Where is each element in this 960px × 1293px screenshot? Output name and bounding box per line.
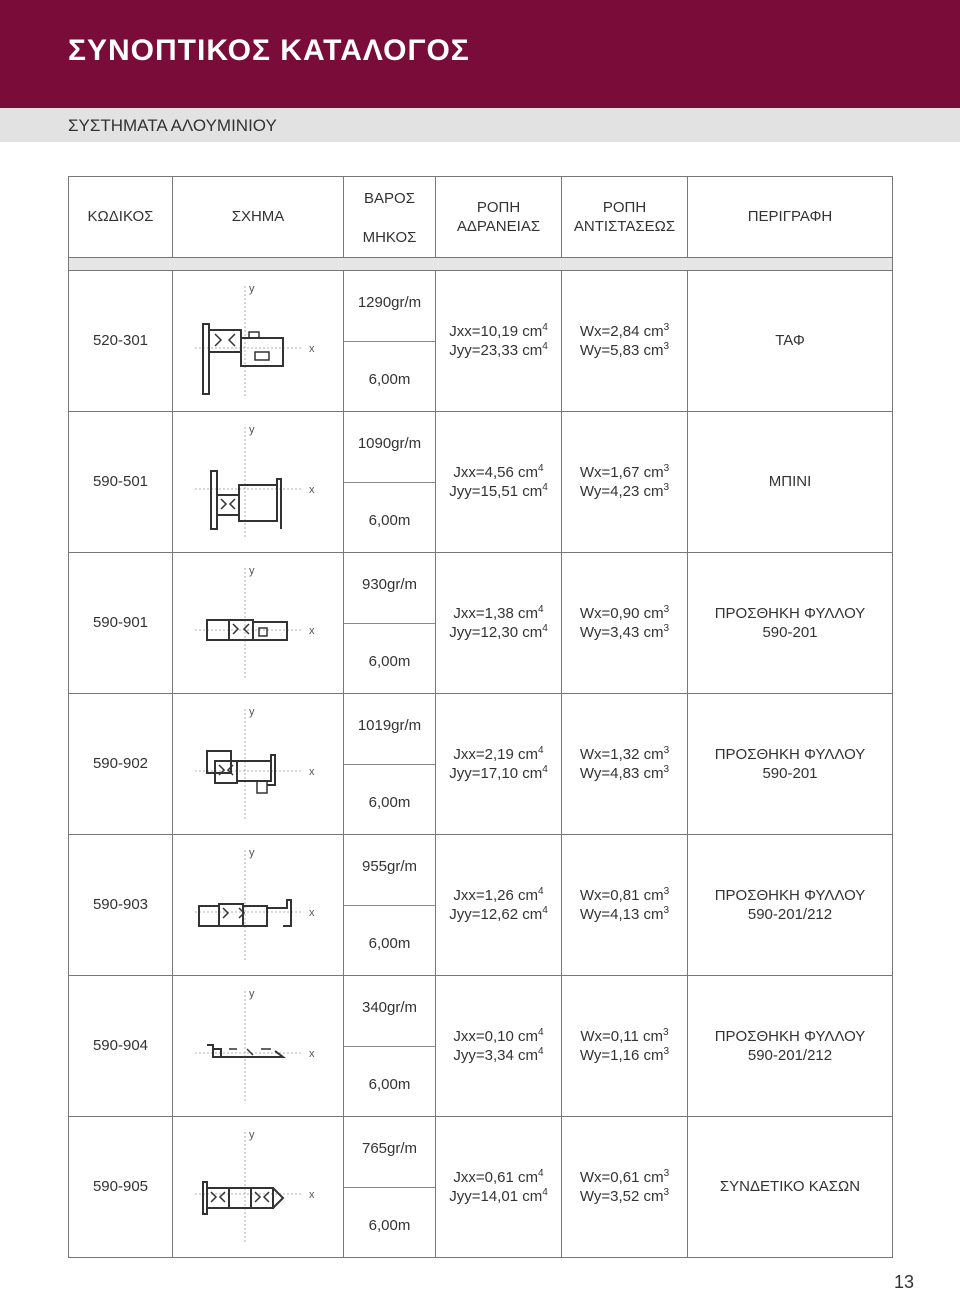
resistance-wx: Wx=1,32 $cm^3$	[579, 744, 670, 763]
inertia-jxx: Jxx=0,10 $cm^4$	[453, 1026, 544, 1045]
title-banner	[0, 0, 960, 108]
description-line1: ΣΥΝΔΕΤΙΚΟ ΚΑΣΩΝ	[719, 1178, 861, 1196]
resistance-wy: Wy=1,16 $cm^3$	[579, 1046, 670, 1064]
profile-drawing-590-902	[193, 705, 323, 823]
header-code: ΚΩΔΙΚΟΣ	[69, 177, 173, 258]
resistance-wx: Wx=2,84 $cm^3$	[579, 321, 670, 340]
inertia-jyy: Jyy=12,30 $cm^4$	[449, 623, 548, 641]
description-line1: ΠΡΟΣΘΗΚΗ ΦΥΛΛΟΥ	[714, 604, 866, 622]
table-row	[69, 553, 893, 694]
resistance-wy: Wy=5,83 $cm^3$	[579, 341, 670, 359]
product-code: 590-902	[69, 694, 173, 835]
header-inertia	[436, 177, 562, 258]
profile-shape-cell	[173, 976, 344, 1117]
axis-label-y: y	[249, 283, 255, 295]
table-row	[69, 1117, 893, 1258]
header-weight-length	[344, 177, 436, 258]
resistance-cell	[562, 835, 688, 976]
product-code: 590-901	[69, 553, 173, 694]
inertia-jyy: Jyy=14,01 $cm^4$	[449, 1187, 548, 1205]
weight-value: 955gr/m	[361, 858, 418, 875]
inertia-jxx: Jxx=1,26 $cm^4$	[453, 885, 544, 904]
cell-divider	[344, 905, 435, 906]
cell-divider	[344, 764, 435, 765]
description-cell	[688, 1117, 893, 1258]
axis-label-y: y	[249, 424, 255, 436]
axis-label-y: y	[249, 565, 255, 577]
profile-shape-cell	[173, 553, 344, 694]
weight-value: 1090gr/m	[357, 435, 422, 452]
inertia-cell	[436, 412, 562, 553]
length-value: 6,00m	[368, 511, 411, 529]
description-cell	[688, 976, 893, 1117]
description-line2: 590-201	[762, 624, 818, 641]
profile-drawing-520-301	[193, 282, 323, 400]
header-length: ΜΗΚΟΣ	[362, 228, 417, 246]
resistance-cell	[562, 976, 688, 1117]
resistance-wx: Wx=0,61 $cm^3$	[579, 1167, 670, 1186]
axis-label-x: x	[309, 625, 315, 637]
header-resistance-line1: ΡΟΠΗ	[602, 198, 647, 216]
resistance-wx: Wx=0,11 $cm^3$	[580, 1026, 669, 1045]
description-line1: ΠΡΟΣΘΗΚΗ ΦΥΛΛΟΥ	[714, 745, 866, 763]
profile-drawing-590-903	[193, 846, 323, 964]
weight-value: 1290gr/m	[357, 294, 422, 311]
cell-divider	[344, 623, 435, 624]
resistance-wy: Wy=3,43 $cm^3$	[579, 623, 670, 641]
resistance-cell	[562, 412, 688, 553]
weight-length-cell	[344, 412, 436, 553]
weight-value: 340gr/m	[361, 999, 418, 1016]
inertia-cell	[436, 976, 562, 1117]
inertia-jyy: Jyy=15,51 $cm^4$	[449, 482, 548, 500]
header-resistance-line2: ΑΝΤΙΣΤΑΣΕΩΣ	[573, 218, 676, 235]
inertia-cell	[436, 271, 562, 412]
length-value: 6,00m	[368, 1216, 411, 1234]
description-line1: ΠΡΟΣΘΗΚΗ ΦΥΛΛΟΥ	[714, 1027, 866, 1045]
header-resistance	[562, 177, 688, 258]
resistance-cell	[562, 553, 688, 694]
cell-divider	[344, 1046, 435, 1047]
page-number: 13	[894, 1272, 915, 1292]
axis-label-x: x	[309, 343, 315, 355]
length-value: 6,00m	[368, 1075, 411, 1093]
header-weight: ΒΑΡΟΣ	[364, 190, 415, 207]
profile-shape-cell	[173, 694, 344, 835]
weight-value: 930gr/m	[361, 576, 418, 593]
axis-label-y: y	[249, 706, 255, 718]
profile-drawing-590-901	[193, 564, 323, 682]
inertia-cell	[436, 553, 562, 694]
table-row	[69, 694, 893, 835]
resistance-wx: Wx=0,81 $cm^3$	[579, 885, 670, 904]
inertia-jxx: Jxx=0,61 $cm^4$	[453, 1167, 544, 1186]
profile-shape-cell	[173, 271, 344, 412]
inertia-jyy: Jyy=3,34 $cm^4$	[453, 1046, 544, 1064]
inertia-cell	[436, 1117, 562, 1258]
resistance-wy: Wy=4,13 $cm^3$	[579, 905, 670, 923]
description-line1: ΠΡΟΣΘΗΚΗ ΦΥΛΛΟΥ	[714, 886, 866, 904]
profile-shape-cell	[173, 835, 344, 976]
weight-length-cell	[344, 694, 436, 835]
resistance-cell	[562, 694, 688, 835]
profile-shape-cell	[173, 412, 344, 553]
product-code: 590-904	[69, 976, 173, 1117]
table-row	[69, 412, 893, 553]
axis-label-x: x	[309, 766, 315, 778]
description-cell	[688, 835, 893, 976]
table-header-row	[69, 177, 893, 258]
description-cell	[688, 553, 893, 694]
product-code: 520-301	[69, 271, 173, 412]
header-inertia-line1: ΡΟΠΗ	[476, 198, 521, 216]
table-row	[69, 271, 893, 412]
axis-label-y: y	[249, 988, 255, 1000]
cell-divider	[344, 1187, 435, 1188]
description-line2: 590-201	[762, 765, 818, 782]
axis-label-x: x	[309, 907, 315, 919]
inertia-jxx: Jxx=10,19 $cm^4$	[449, 321, 548, 340]
resistance-wx: Wx=0,90 $cm^3$	[579, 603, 670, 622]
product-code: 590-501	[69, 412, 173, 553]
axis-label-y: y	[249, 1129, 255, 1141]
weight-length-cell	[344, 1117, 436, 1258]
header-inertia-line2: ΑΔΡΑΝΕΙΑΣ	[456, 218, 541, 235]
description-line1: ΜΠΙΝΙ	[768, 473, 812, 491]
header-shape: ΣΧΗΜΑ	[173, 177, 344, 258]
weight-value: 1019gr/m	[357, 717, 422, 734]
axis-label-y: y	[249, 847, 255, 859]
inertia-cell	[436, 694, 562, 835]
description-cell	[688, 271, 893, 412]
description-cell	[688, 694, 893, 835]
profile-shape-cell	[173, 1117, 344, 1258]
page-subtitle: ΣΥΣΤΗΜΑΤΑ ΑΛΟΥΜΙΝΙΟΥ	[68, 116, 277, 135]
length-value: 6,00m	[368, 934, 411, 952]
inertia-jyy: Jyy=23,33 $cm^4$	[449, 341, 548, 359]
product-code: 590-905	[69, 1117, 173, 1258]
product-code: 590-903	[69, 835, 173, 976]
inertia-jyy: Jyy=17,10 $cm^4$	[449, 764, 548, 782]
weight-length-cell	[344, 835, 436, 976]
header-description: ΠΕΡΙΓΡΑΦΗ	[688, 177, 893, 258]
axis-label-x: x	[309, 484, 315, 496]
resistance-wx: Wx=1,67 $cm^3$	[579, 462, 670, 481]
cell-divider	[344, 482, 435, 483]
cell-divider	[344, 341, 435, 342]
inertia-jxx: Jxx=2,19 $cm^4$	[453, 744, 544, 763]
resistance-wy: Wy=3,52 $cm^3$	[579, 1187, 670, 1205]
weight-length-cell	[344, 976, 436, 1117]
length-value: 6,00m	[368, 793, 411, 811]
inertia-jxx: Jxx=1,38 $cm^4$	[453, 603, 544, 622]
page-title: ΣΥΝΟΠΤΙΚΟΣ ΚΑΤΑΛΟΓΟΣ	[68, 34, 470, 67]
profile-drawing-590-501	[193, 423, 323, 541]
table-row	[69, 835, 893, 976]
inertia-cell	[436, 835, 562, 976]
inertia-jyy: Jyy=12,62 $cm^4$	[449, 905, 548, 923]
description-cell	[688, 412, 893, 553]
resistance-wy: Wy=4,83 $cm^3$	[579, 764, 670, 782]
weight-length-cell	[344, 553, 436, 694]
description-line2: 590-201/212	[747, 1047, 833, 1064]
table-row	[69, 976, 893, 1117]
axis-label-x: x	[309, 1048, 315, 1060]
weight-length-cell	[344, 271, 436, 412]
description-line1: ΤΑΦ	[775, 332, 805, 350]
resistance-cell	[562, 271, 688, 412]
profile-drawing-590-905	[193, 1128, 323, 1246]
length-value: 6,00m	[368, 370, 411, 388]
axis-label-x: x	[309, 1189, 315, 1201]
description-line2: 590-201/212	[747, 906, 833, 923]
catalog-table	[68, 176, 893, 1258]
inertia-jxx: Jxx=4,56 $cm^4$	[453, 462, 544, 481]
weight-value: 765gr/m	[361, 1140, 418, 1157]
subtitle-bar	[0, 108, 960, 142]
profile-drawing-590-904	[193, 987, 323, 1105]
length-value: 6,00m	[368, 652, 411, 670]
resistance-cell	[562, 1117, 688, 1258]
header-separator	[69, 258, 893, 271]
resistance-wy: Wy=4,23 $cm^3$	[579, 482, 670, 500]
